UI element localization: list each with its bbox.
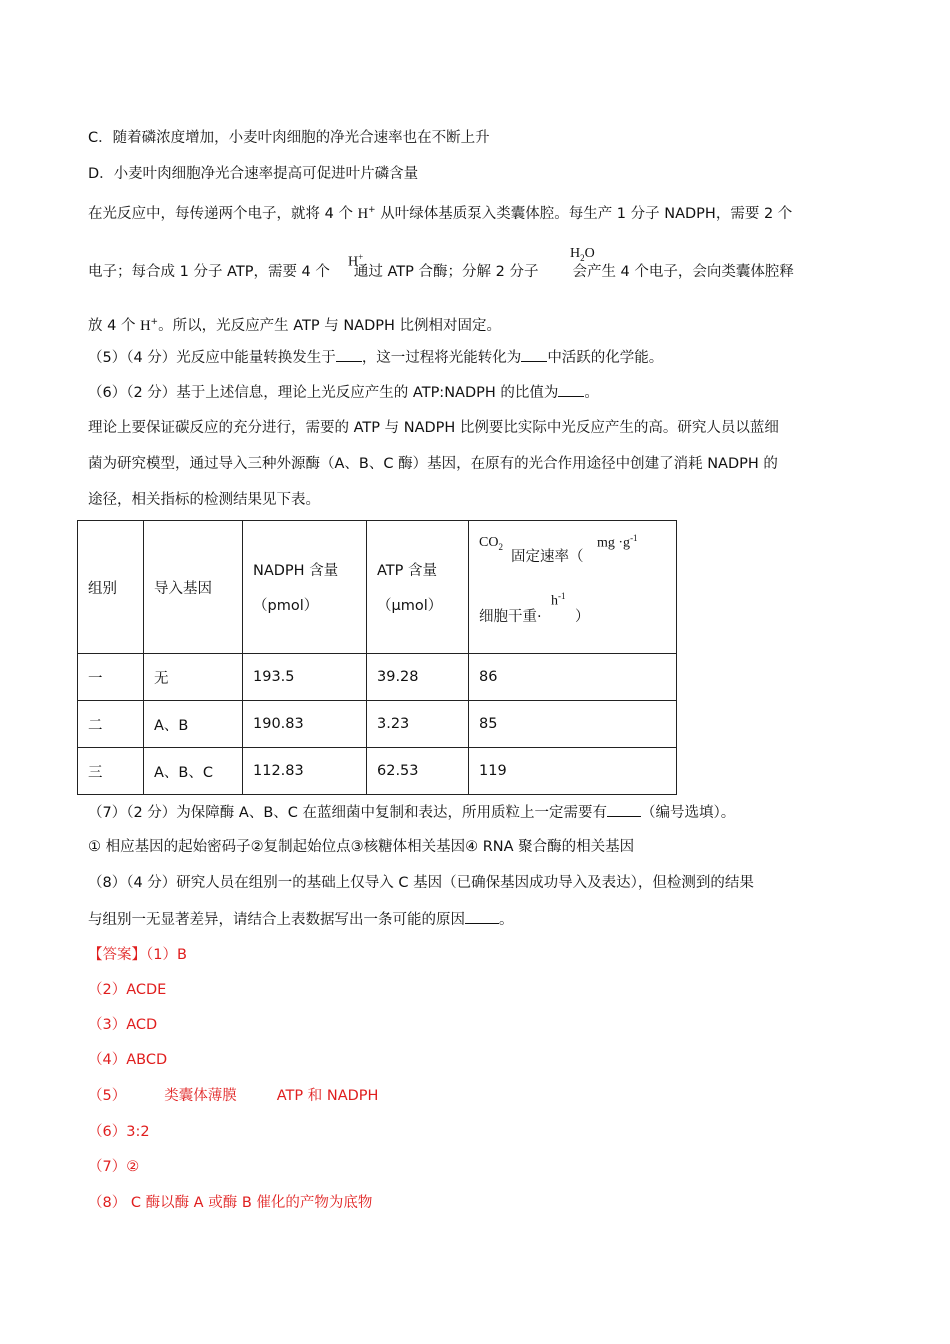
h-ion-formula: H+: [348, 252, 364, 270]
question-7-options: ① 相应基因的起始密码子②复制起始位点③核糖体相关基因④ RNA 聚合酶的相关基因: [88, 839, 635, 855]
option-c: C．随着磷浓度增加，小麦叶肉细胞的净光合速率也在不断上升: [88, 130, 490, 146]
answer-7: （7）②: [88, 1159, 140, 1175]
table-row: 三 A、B、C 112.83 62.53 119: [78, 748, 677, 795]
option-d: D．小麦叶肉细胞净光合速率提高可促进叶片磷含量: [88, 166, 419, 182]
question-7: （7）（2 分）为保障酶 A、B、C 在蓝细菌中复制和表达，所用质粒上一定需要有 （编号选填）。: [88, 802, 735, 823]
info-line-2: 电子；每合成 1 分子 ATP，需要 4 个 通过 ATP 合酶；分解 2 分子 会产生 4 个电子，会向类囊体腔释: [88, 264, 794, 280]
header-group: 组别: [78, 521, 144, 654]
header-atp: ATP 含量 （μmol）: [367, 521, 469, 654]
answer-2: （2）ACDE: [88, 982, 167, 998]
question-8-line-2: 与组别一无显著差异，请结合上表数据写出一条可能的原因 。: [88, 909, 514, 930]
answer-4: （4）ABCD: [88, 1052, 168, 1068]
answer-blank: [465, 909, 499, 924]
answer-3: （3）ACD: [88, 1017, 158, 1033]
info-line-1: 在光反应中，每传递两个电子，就将 4 个 H+ 从叶绿体基质泵入类囊体腔。每生产 1 分子 NADPH，需要 2 个: [88, 205, 793, 222]
results-table: [77, 520, 677, 795]
answer-6: （6）3:2: [88, 1124, 150, 1140]
answer-1: 【答案】（1）B: [88, 947, 187, 963]
header-gene: 导入基因: [144, 521, 243, 654]
water-formula: $H_2O$: [570, 246, 595, 263]
paragraph-line-3: 途径，相关指标的检测结果见下表。: [88, 492, 320, 508]
table-row: 二 A、B 190.83 3.23 85: [78, 701, 677, 748]
question-6: （6）（2 分）基于上述信息，理论上光反应产生的 ATP:NADPH 的比值为 。: [88, 382, 599, 403]
paragraph-line-1: 理论上要保证碳反应的充分进行，需要的 ATP 与 NADPH 比例要比实际中光反应产生的高。研究人员以蓝细: [88, 420, 779, 436]
answer-5: （5） 类囊体薄膜 ATP 和 NADPH: [88, 1088, 379, 1104]
question-5: （5）（4 分）光反应中能量转换发生于 ，这一过程将光能转化为 中活跃的化学能。: [88, 347, 663, 368]
answer-blank: [558, 382, 584, 397]
question-8-line-1: （8）（4 分）研究人员在组别一的基础上仅导入 C 基因（已确保基因成功导入及表达），但检测到的结果: [88, 875, 754, 891]
table-header-row: [78, 521, 677, 654]
answer-blank: [607, 802, 641, 817]
header-co2-rate: $CO_2$ 固定速率（ mg $\cdot g^{-1}$ 细胞干重· $h^{-1}$ ）: [469, 521, 677, 654]
answer-8: （8） C 酶以酶 A 或酶 B 催化的产物为底物: [88, 1195, 373, 1211]
header-nadph: NADPH 含量 （pmol）: [243, 521, 367, 654]
paragraph-line-2: 菌为研究模型，通过导入三种外源酶（A、B、C 酶）基因，在原有的光合作用途径中创建了消耗 NADPH 的: [88, 456, 778, 472]
answer-blank: [521, 347, 547, 362]
info-line-3: 放 4 个 H+。所以，光反应产生 ATP 与 NADPH 比例相对固定。: [88, 317, 502, 334]
table-row: 一 无 193.5 39.28 86: [78, 654, 677, 701]
answer-blank: [336, 347, 362, 362]
